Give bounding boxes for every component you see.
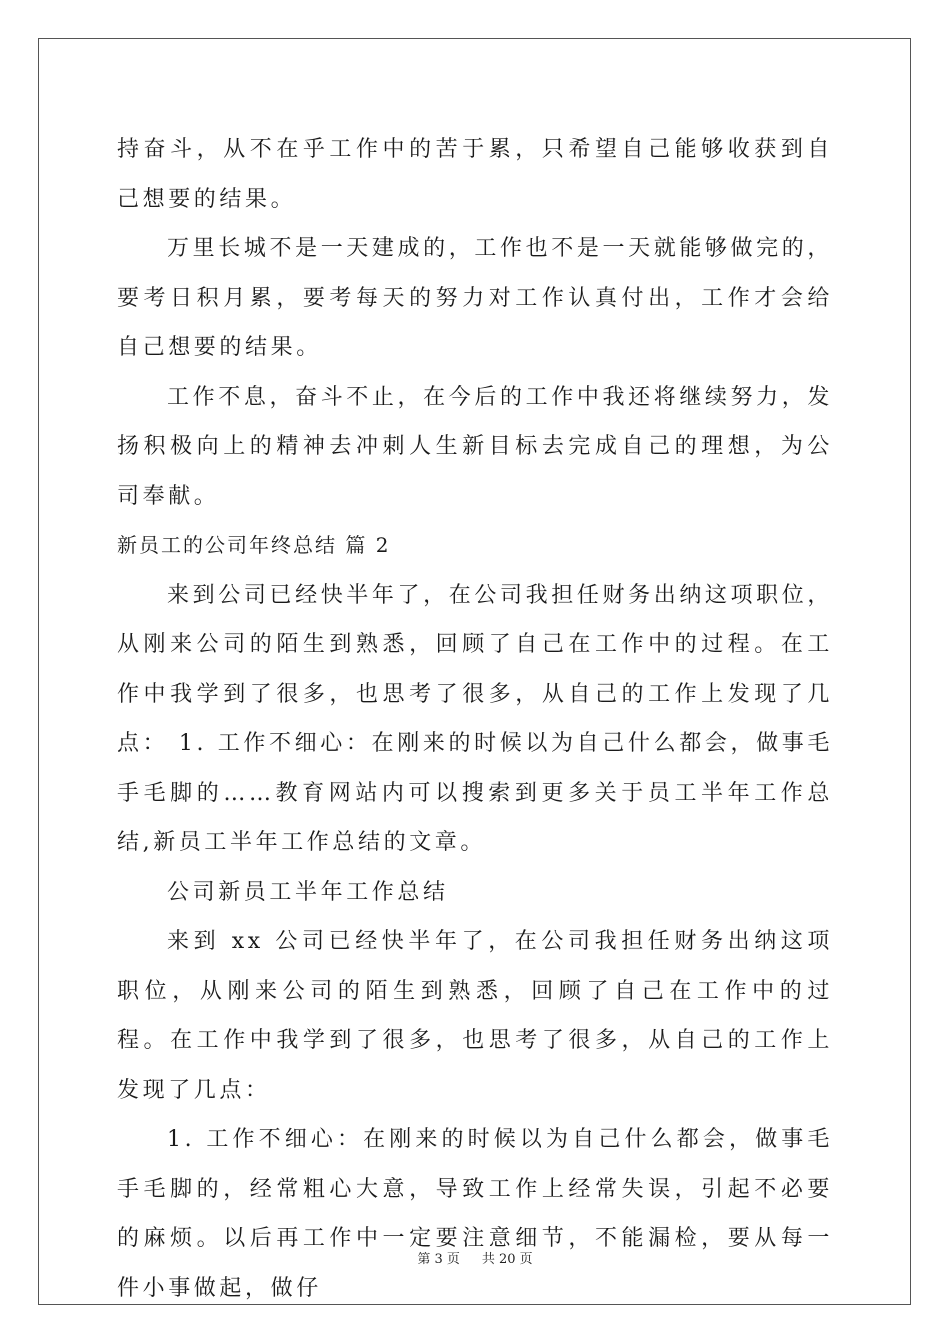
paragraph-point-1: 1. 工作不细心：在刚来的时候以为自己什么都会，做事毛手毛脚的，经常粗心大意，导致工作上经常失误，引起不必要的麻烦。以后再工作中一定要注意细节，不能漏检，要从每一件小事做起，做仔 <box>117 1127 833 1301</box>
paragraph-great-wall: 万里长城不是一天建成的，工作也不是一天就能够做完的，要考日积月累，要考每天的努力对工作认真付出，工作才会给自己想要的结果。 <box>117 236 833 360</box>
paragraph-subtitle: 公司新员工半年工作总结 <box>167 879 449 905</box>
page-total: 共 20 页 <box>481 1252 533 1267</box>
paragraph-keep-striving: 工作不息，奋斗不止，在今后的工作中我还将继续努力，发扬积极向上的精神去冲刺人生新目标去完成自己的理想，为公司奉献。 <box>117 384 833 509</box>
section-heading: 新员工的公司年终总结 篇 2 <box>117 533 391 557</box>
paragraph-continuation: 持奋斗，从不在乎工作中的苦于累，只希望自己能够收获到自己想要的结果。 <box>117 137 833 212</box>
page-number: 第 3 页 <box>417 1252 460 1267</box>
paragraph-xx-company: 来到 xx 公司已经快半年了，在公司我担任财务出纳这项职位，从刚来公司的陌生到熟悉，回顾了自己在工作中的过程。在工作中我学到了很多，也思考了很多，从自己的工作上发现了几点： <box>117 929 833 1103</box>
page-footer <box>0 1248 950 1267</box>
paragraph-intro: 来到公司已经快半年了，在公司我担任财务出纳这项职位，从刚来公司的陌生到熟悉，回顾了自己在工作中的过程。在工作中我学到了很多，也思考了很多，从自己的工作上发现了几点： 1. 工作不细心：在刚来的时候以为自己什么都会，做事毛手毛脚的……教育网站内可以搜索到更多关于员工半年工作总结,新员工半年工作总结的文章。 <box>117 582 833 855</box>
document-body <box>117 125 833 1313</box>
